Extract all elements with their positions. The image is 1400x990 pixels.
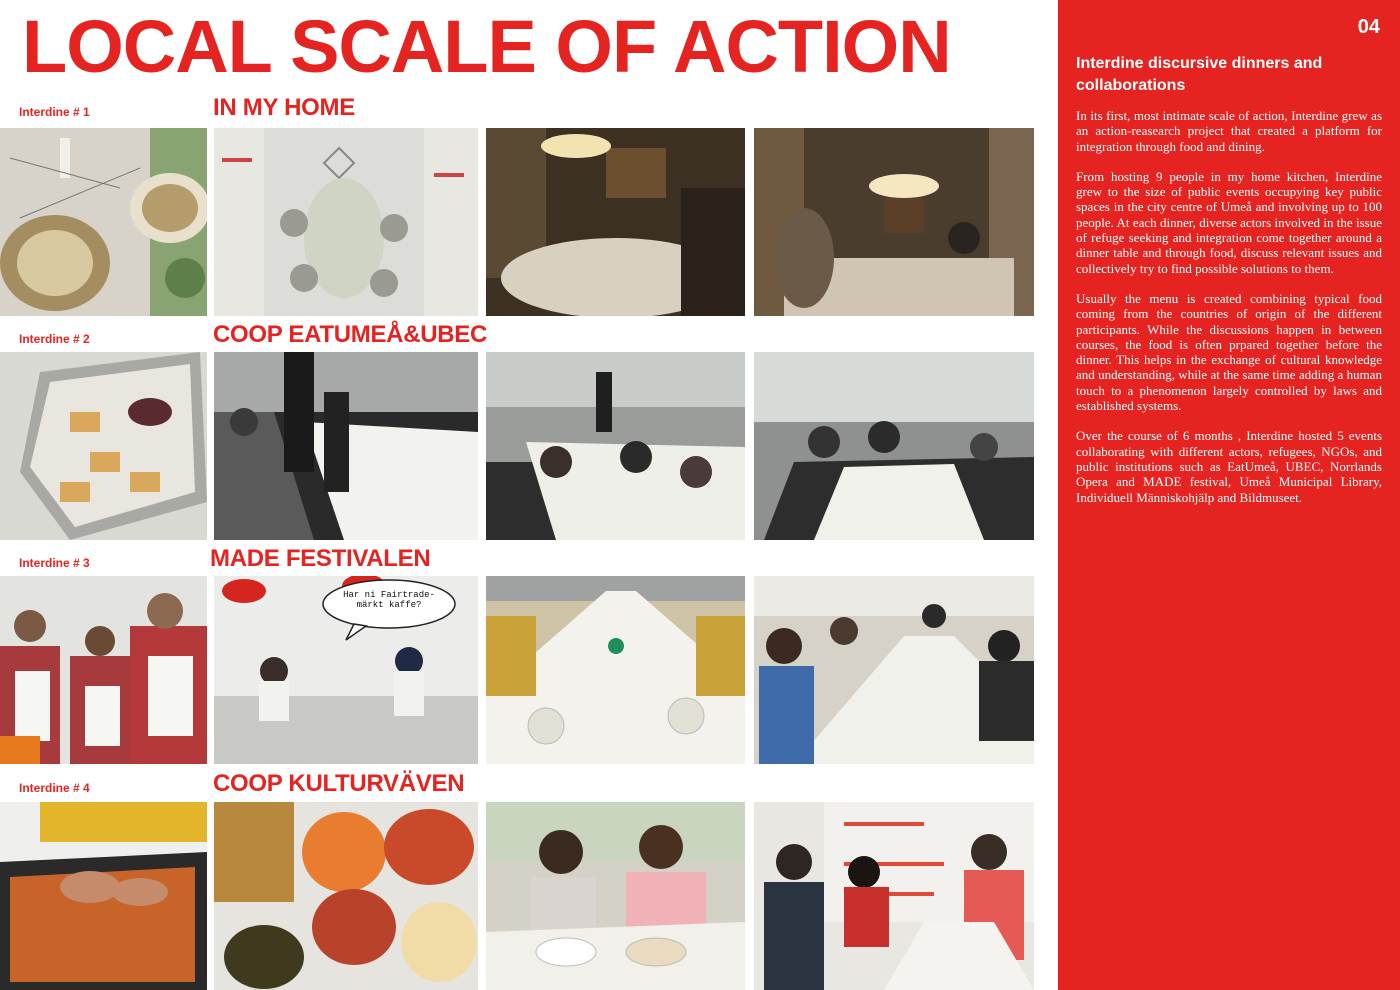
photo-food-tray (0, 352, 207, 540)
photo-home-dining-room-2 (754, 128, 1034, 316)
speech-bubble-text: Har ni Fairtrade-märkt kaffe? (343, 590, 435, 610)
sidebar-body (1076, 108, 1382, 520)
sidebar-paragraph-4: Over the course of 6 months , Interdine hosted 5 events collaborating with different actors, refugees, NGOs, and public institutions such as EatUmeå, UBEC, Norrlands Opera and MADE festival, Umeå Municipal Library, Individuell Människohjälp and Bildmuseet. (1076, 428, 1382, 505)
photo-floor-map-crawl (486, 352, 745, 540)
page-number: 04 (1357, 16, 1380, 38)
section-title-2: COOP EATUMEÅ&UBEC (213, 321, 488, 348)
sidebar-paragraph-3: Usually the menu is created combining typical food coming from the countries of origin of the different participants. While the discussions happen in between courses, the food is often prpared together before the dinner. This helps in the exchange of cultural knowledge and understanding, while at the same time adding a human touch to a phenomenon largely controlled by laws and established systems. (1076, 290, 1382, 414)
photo-hands-mixing-food (0, 802, 207, 990)
sidebar-heading: Interdine discursive dinners and collaborations (1076, 55, 1323, 94)
photo-dinner-illustration (214, 128, 478, 316)
photo-food-dishes-overhead (214, 802, 478, 990)
photo-home-dining-room-1 (486, 128, 745, 316)
photo-floor-map-group (754, 352, 1034, 540)
photo-long-table-diners (754, 576, 1034, 764)
section-label-1: Interdine # 1 (19, 105, 90, 119)
section-label-3: Interdine # 3 (19, 556, 90, 570)
photo-kitchen-speech-bubble (214, 576, 478, 764)
photo-diners-poster-wall (754, 802, 1034, 990)
sidebar-paragraph-2: From hosting 9 people in my home kitchen, Interdine grew to the size of public events occupying key public spaces in the city centre of Umeå and involving up to 100 people. At each dinner, diverse actors involved in the issue of refuge seeking and integration come together around a dinner table and through food, discuss relevant issues and collectively try to find possible solutions to them. (1076, 168, 1382, 276)
page-title: LOCAL SCALE OF ACTION (22, 5, 951, 88)
section-title-3: MADE FESTIVALEN (210, 545, 431, 572)
photo-long-table-set (486, 576, 745, 764)
section-title-1: IN MY HOME (213, 94, 355, 121)
section-label-4: Interdine # 4 (19, 781, 90, 795)
section-label-2: Interdine # 2 (19, 332, 90, 346)
sidebar-panel (1058, 0, 1400, 990)
sidebar-paragraph-1: In its first, most intimate scale of action, Interdine grew as an action-reasearch project that created a platform for integration through food and dining. (1076, 108, 1382, 154)
photo-table-setting-plates (0, 128, 207, 316)
photo-women-eating (486, 802, 745, 990)
photo-floor-map-walk (214, 352, 478, 540)
section-title-4: COOP KULTURVÄVEN (213, 770, 465, 797)
photo-cooking-aprons (0, 576, 207, 764)
